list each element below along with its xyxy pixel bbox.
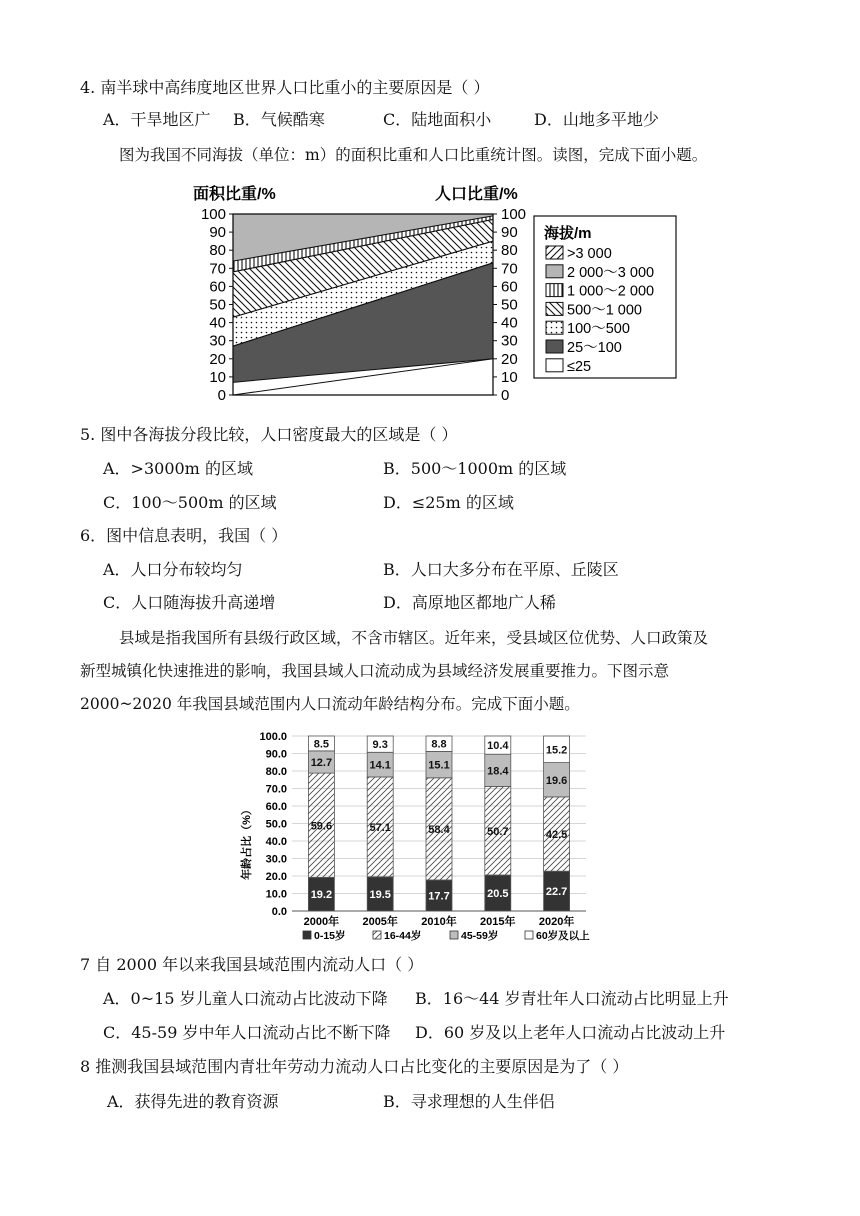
y-tick-label: 40.0 xyxy=(265,836,287,848)
intro-county-line2: 新型城镇化快速推进的影响，我国县域人口流动成为县域经济发展重要推力。下图示意 xyxy=(80,662,670,680)
right-tick-label: 70 xyxy=(501,260,518,278)
q7-stem: 7 自 2000 年以来我国县域范围内流动人口（ ） xyxy=(80,955,424,974)
right-tick-label: 50 xyxy=(501,296,518,314)
right-tick-label: 60 xyxy=(501,278,518,296)
legend-swatch xyxy=(546,321,563,334)
q8-option-b: B．寻求理想的人生伴侣 xyxy=(383,1092,555,1111)
q6-option-d: D．高原地区都地广人稀 xyxy=(383,593,556,612)
legend-swatch xyxy=(546,284,563,297)
legend-swatch xyxy=(373,931,381,939)
legend-label: 45-59岁 xyxy=(461,930,499,942)
left-tick-label: 0 xyxy=(217,387,226,404)
right-tick-label: 80 xyxy=(501,242,518,260)
bar-y-axis-label: 年龄占比（%） xyxy=(241,804,253,880)
right-tick-label: 100 xyxy=(501,206,527,223)
q4-stem: 4. 南半球中高纬度地区世界人口比重小的主要原因是（ ） xyxy=(80,78,490,97)
legend-label: 500～1 000 xyxy=(567,302,642,319)
right-axis-label: 人口比重/% xyxy=(435,186,518,203)
bar-data-label: 10.4 xyxy=(487,740,509,753)
right-tick-label: 20 xyxy=(501,350,518,368)
left-tick-label: 70 xyxy=(209,260,226,278)
q4-option-c: C．陆地面积小 xyxy=(383,110,492,129)
y-tick-label: 70.0 xyxy=(265,783,287,796)
legend-label: 60岁及以上 xyxy=(536,930,590,942)
bar-data-label: 12.7 xyxy=(310,756,333,769)
left-tick-label: 30 xyxy=(209,332,226,350)
legend-swatch xyxy=(546,340,563,353)
x-tick-label: 2015年 xyxy=(480,916,516,928)
altitude-chart xyxy=(185,176,685,406)
legend-swatch xyxy=(525,931,533,939)
bar-data-label: 14.1 xyxy=(369,759,391,772)
legend-label: 0-15岁 xyxy=(314,930,346,942)
q5-option-c: C．100～500m 的区域 xyxy=(103,493,277,512)
left-tick-label: 90 xyxy=(209,224,226,242)
q4-option-b: B．气候酷寒 xyxy=(233,110,325,129)
q7-option-b: B．16～44 岁青壮年人口流动占比明显上升 xyxy=(415,989,729,1008)
q4-option-d: D．山地多平地少 xyxy=(534,110,659,129)
y-tick-label: 30.0 xyxy=(265,853,287,866)
right-tick-label: 40 xyxy=(501,314,518,332)
intro-county-line1: 县域是指我国所有县级行政区域，不含市辖区。近年来，受县域区位优势、人口政策及 xyxy=(119,629,709,647)
legend-label: 2 000～3 000 xyxy=(567,264,655,281)
right-tick-label: 30 xyxy=(501,332,518,350)
legend-label: ≤25 xyxy=(567,358,592,375)
bar-data-label: 59.6 xyxy=(310,820,333,833)
q8-option-a: A．获得先进的教育资源 xyxy=(107,1092,279,1111)
legend-label: >3 000 xyxy=(567,246,612,262)
x-tick-label: 2000年 xyxy=(303,916,340,928)
legend-label: 100～500 xyxy=(567,321,630,338)
q7-option-c: C．45-59 岁中年人口流动占比不断下降 xyxy=(103,1023,391,1042)
bar-data-label: 18.4 xyxy=(487,765,509,778)
bar-data-label: 42.5 xyxy=(545,829,568,842)
q5-stem: 5. 图中各海拔分段比较，人口密度最大的区域是（ ） xyxy=(80,425,458,444)
legend-swatch xyxy=(546,359,563,372)
left-tick-label: 50 xyxy=(209,296,226,314)
q6-option-a: A．人口分布较均匀 xyxy=(103,560,243,579)
intro-county-line3: 2000~2020 年我国县域范围内人口流动年龄结构分布。完成下面小题。 xyxy=(80,695,580,713)
y-tick-label: 100.0 xyxy=(259,731,287,743)
bar-data-label: 19.5 xyxy=(369,888,391,901)
q6-stem: 6．图中信息表明，我国（ ） xyxy=(80,526,288,545)
q5-option-d: D．≤25m 的区域 xyxy=(383,493,514,512)
q7-option-a: A．0~15 岁儿童人口流动占比波动下降 xyxy=(103,989,388,1008)
legend-swatch xyxy=(450,931,458,939)
bar-data-label: 19.6 xyxy=(545,774,568,787)
q7-option-d: D．60 岁及以上老年人口流动占比波动上升 xyxy=(415,1023,726,1042)
x-tick-label: 2010年 xyxy=(421,916,457,928)
bar-data-label: 57.1 xyxy=(369,821,391,834)
left-axis-label: 面积比重/% xyxy=(193,186,276,203)
left-tick-label: 80 xyxy=(209,242,226,260)
q5-option-b: B．500～1000m 的区域 xyxy=(383,459,567,478)
right-tick-label: 0 xyxy=(501,387,510,404)
age-structure-chart xyxy=(230,724,630,949)
legend-swatch xyxy=(546,265,563,278)
bar-data-label: 8.5 xyxy=(313,738,330,751)
bar-data-label: 9.3 xyxy=(372,739,388,752)
q6-option-c: C．人口随海拔升高递增 xyxy=(103,593,276,612)
left-tick-label: 60 xyxy=(209,278,226,296)
bar-data-label: 58.4 xyxy=(428,823,450,836)
y-tick-label: 10.0 xyxy=(265,888,287,901)
legend-swatch xyxy=(303,931,311,939)
q5-option-a: A．>3000m 的区域 xyxy=(103,459,253,478)
y-tick-label: 80.0 xyxy=(265,766,287,778)
y-tick-label: 90.0 xyxy=(265,748,287,761)
intro-altitude: 图为我国不同海拔（单位：m）的面积比重和人口比重统计图。读图，完成下面小题。 xyxy=(119,146,708,164)
q8-stem: 8 推测我国县域范围内青壮年劳动力流动人口占比变化的主要原因是为了（ ） xyxy=(80,1057,629,1076)
left-tick-label: 100 xyxy=(200,206,226,223)
legend-label: 25～100 xyxy=(567,340,622,356)
left-tick-label: 10 xyxy=(209,368,226,386)
bar-data-label: 8.8 xyxy=(431,738,447,751)
bar-data-label: 20.5 xyxy=(487,888,509,901)
legend-title: 海拔/m xyxy=(544,225,592,242)
legend-label: 16-44岁 xyxy=(384,930,422,942)
x-tick-label: 2020年 xyxy=(538,916,575,928)
y-tick-label: 20.0 xyxy=(265,871,287,883)
bar-data-label: 15.2 xyxy=(545,744,568,757)
right-tick-label: 10 xyxy=(501,368,518,386)
legend-swatch xyxy=(546,246,563,259)
legend-swatch xyxy=(546,302,563,315)
bar-data-label: 15.1 xyxy=(428,759,450,772)
right-tick-label: 90 xyxy=(501,224,518,242)
q4-option-a: A．干旱地区广 xyxy=(103,110,211,129)
q6-option-b: B．人口大多分布在平原、丘陵区 xyxy=(383,560,619,579)
bar-data-label: 17.7 xyxy=(428,890,450,903)
bar-data-label: 19.2 xyxy=(310,889,333,902)
bar-data-label: 22.7 xyxy=(545,886,568,899)
x-tick-label: 2005年 xyxy=(362,916,398,928)
legend-label: 1 000～2 000 xyxy=(567,283,655,300)
left-tick-label: 20 xyxy=(209,350,226,368)
left-tick-label: 40 xyxy=(209,314,226,332)
y-tick-label: 0.0 xyxy=(271,906,287,918)
y-tick-label: 60.0 xyxy=(265,801,287,813)
y-tick-label: 50.0 xyxy=(265,818,287,831)
bar-data-label: 50.7 xyxy=(487,825,509,838)
